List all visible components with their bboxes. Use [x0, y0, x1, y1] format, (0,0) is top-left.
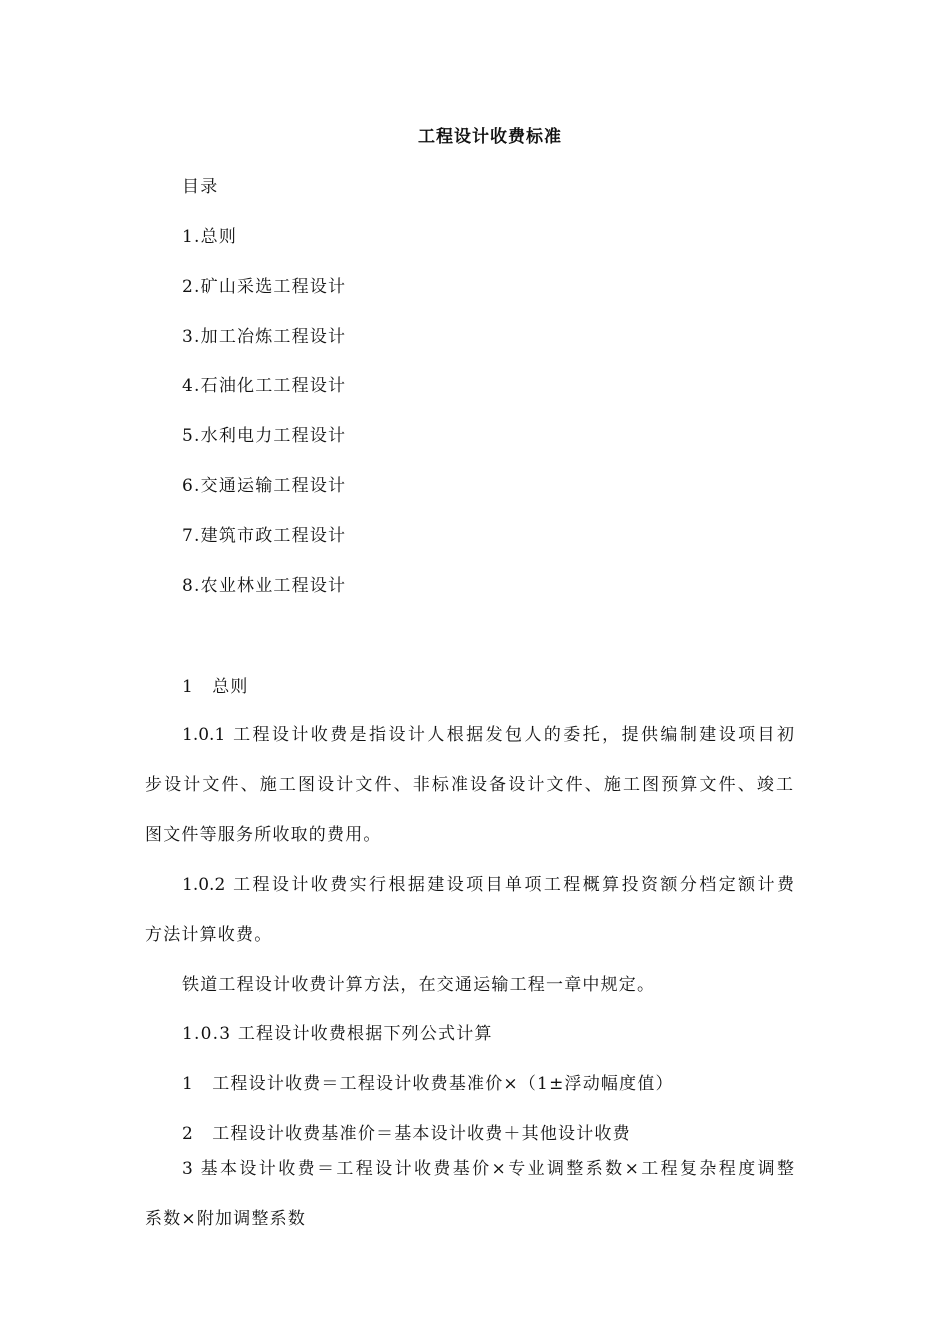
- paragraph-line: 1.0.3 工程设计收费根据下列公式计算: [182, 1024, 493, 1044]
- formula-line: 3 基本设计收费＝工程设计收费基价×专业调整系数×工程复杂程度调整: [182, 1159, 794, 1179]
- toc-item: 5.水利电力工程设计: [182, 426, 347, 446]
- toc-item: 8.农业林业工程设计: [182, 576, 347, 596]
- document-title: 工程设计收费标准: [418, 127, 562, 147]
- paragraph-line: 铁道工程设计收费计算方法，在交通运输工程一章中规定。: [182, 975, 656, 995]
- formula-line: 1 工程设计收费＝工程设计收费基准价×（1±浮动幅度值）: [182, 1074, 674, 1094]
- formula-line: 系数×附加调整系数: [145, 1209, 307, 1229]
- toc-item: 7.建筑市政工程设计: [182, 526, 347, 546]
- paragraph-line: 步设计文件、施工图设计文件、非标准设备设计文件、施工图预算文件、竣工: [145, 775, 793, 795]
- toc-heading: 目录: [182, 177, 219, 197]
- toc-item: 4.石油化工工程设计: [182, 376, 347, 396]
- paragraph-line: 方法计算收费。: [145, 925, 273, 945]
- paragraph-line: 1.0.1 工程设计收费是指设计人根据发包人的委托，提供编制建设项目初: [182, 725, 794, 745]
- toc-item: 6.交通运输工程设计: [182, 476, 347, 496]
- toc-item: 1.总则: [182, 227, 238, 247]
- toc-item: 3.加工冶炼工程设计: [182, 327, 347, 347]
- paragraph-line: 1.0.2 工程设计收费实行根据建设项目单项工程概算投资额分档定额计费: [182, 875, 794, 895]
- section-heading: 1 总则: [182, 677, 249, 697]
- formula-line: 2 工程设计收费基准价＝基本设计收费＋其他设计收费: [182, 1124, 631, 1144]
- paragraph-line: 图文件等服务所收取的费用。: [145, 825, 382, 845]
- toc-item: 2.矿山采选工程设计: [182, 277, 347, 297]
